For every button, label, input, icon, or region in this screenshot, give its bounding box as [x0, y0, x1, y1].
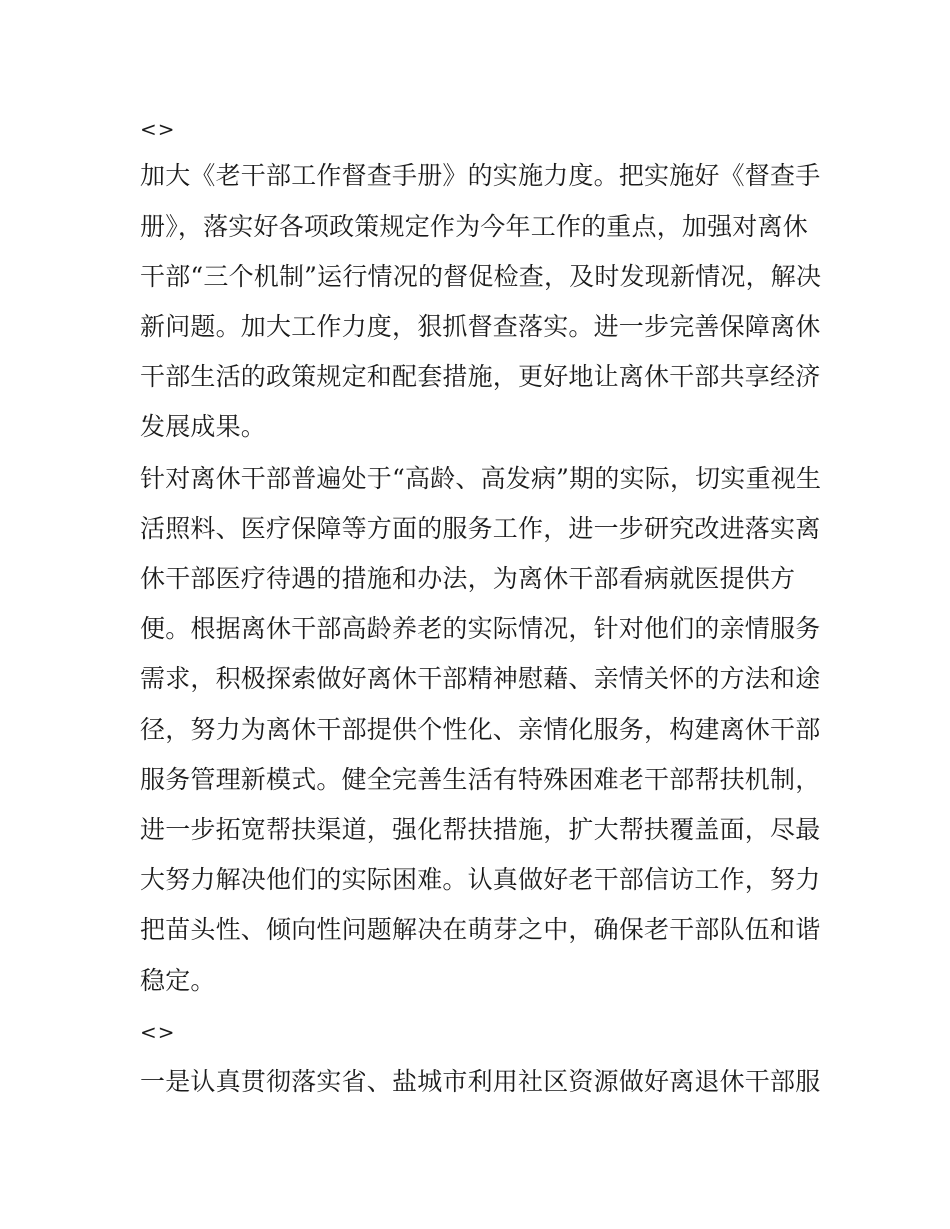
text-line: 服务管理新模式。健全完善生活有特殊困难老干部帮扶机制， [140, 765, 821, 794]
text-line: 大努力解决他们的实际困难。认真做好老干部信访工作，努力 [140, 865, 821, 894]
text-line: 活照料、医疗保障等方面的服务工作，进一步研究改进落实离 [140, 514, 821, 543]
text-line: 干部“三个机制”运行情况的督促检查，及时发现新情况，解决 [140, 262, 822, 291]
text-line: 需求，积极探索做好离休干部精神慰藉、亲情关怀的方法和途 [140, 664, 821, 693]
text-line: 进一步拓宽帮扶渠道，强化帮扶措施，扩大帮扶覆盖面，尽最 [140, 815, 821, 844]
text-line: 一是认真贯彻落实省、盐城市利用社区资源做好离退休干部服 [140, 1067, 821, 1096]
text-line: 干部生活的政策规定和配套措施，更好地让离休干部共享经济 [140, 362, 821, 391]
text-line: 加大《老干部工作督查手册》的实施力度。把实施好《督查手 [140, 161, 821, 190]
text-line: 休干部医疗待遇的措施和办法，为离休干部看病就医提供方 [140, 564, 796, 593]
section-marker: <> [140, 1020, 176, 1044]
text-line: 发展成果。 [140, 412, 267, 441]
text-line: 稳定。 [140, 966, 216, 995]
text-line: 册》，落实好各项政策规定作为今年工作的重点，加强对离休 [140, 212, 808, 241]
text-line: 针对离休干部普遍处于“高龄、高发病”期的实际，切实重视生 [140, 464, 822, 493]
text-line: 新问题。加大工作力度，狠抓督查落实。进一步完善保障离休 [140, 312, 821, 341]
section-marker: <> [140, 117, 176, 141]
text-line: 把苗头性、倾向性问题解决在萌芽之中，确保老干部队伍和谐 [140, 915, 821, 944]
text-line: 便。根据离休干部高龄养老的实际情况，针对他们的亲情服务 [140, 614, 821, 643]
text-line: 径，努力为离休干部提供个性化、亲情化服务，构建离休干部 [140, 715, 821, 744]
